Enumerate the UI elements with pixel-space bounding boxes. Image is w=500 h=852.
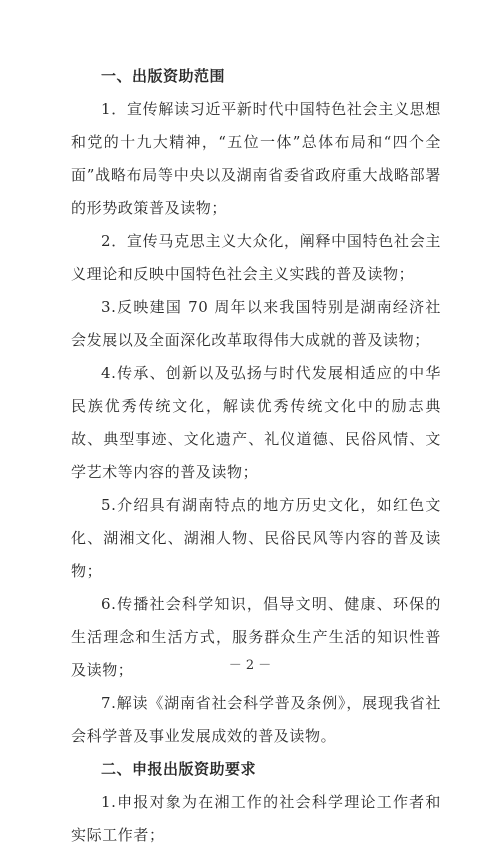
section-1-item-1: 1．宣传解读习近平新时代中国特色社会主义思想和党的十九大精神，“五位一体”总体布局和“四个全面”战略布局等中央以及湖南省委省政府重大战略部署的形势政策普及读物； xyxy=(71,100,441,217)
section-2-heading: 二、申报出版资助要求 xyxy=(101,760,257,778)
section-1-item-5: 5.介绍具有湖南特点的地方历史文化，如红色文化、湖湘文化、湖湘人物、民俗民风等内容的普及读物； xyxy=(71,496,441,580)
section-1-item-7: 7.解读《湖南省社会科学普及条例》，展现我省社会科学普及事业发展成效的普及读物。 xyxy=(71,694,441,745)
section-1-item-2: 2．宣传马克思主义大众化，阐释中国特色社会主义理论和反映中国特色社会主义实践的普及读物； xyxy=(71,232,441,283)
document-body xyxy=(71,60,441,852)
section-1-item-4: 4.传承、创新以及弘扬与时代发展相适应的中华民族优秀传统文化，解读优秀传统文化中的励志典故、典型事迹、文化遗产、礼仪道德、民俗风情、文学艺术等内容的普及读物； xyxy=(71,364,441,481)
section-1-heading: 一、出版资助范围 xyxy=(101,67,226,85)
section-2-item-1: 1.申报对象为在湘工作的社会科学理论工作者和实际工作者； xyxy=(71,793,441,844)
section-1-item-6: 6.传播社会科学知识，倡导文明、健康、环保的生活理念和生活方式，服务群众生产生活的知识性普及读物； xyxy=(71,595,441,679)
page-number: － 2 － xyxy=(228,658,272,673)
section-1-item-3: 3.反映建国 70 周年以来我国特别是湖南经济社会发展以及全面深化改革取得伟大成就的普及读物； xyxy=(71,298,441,349)
